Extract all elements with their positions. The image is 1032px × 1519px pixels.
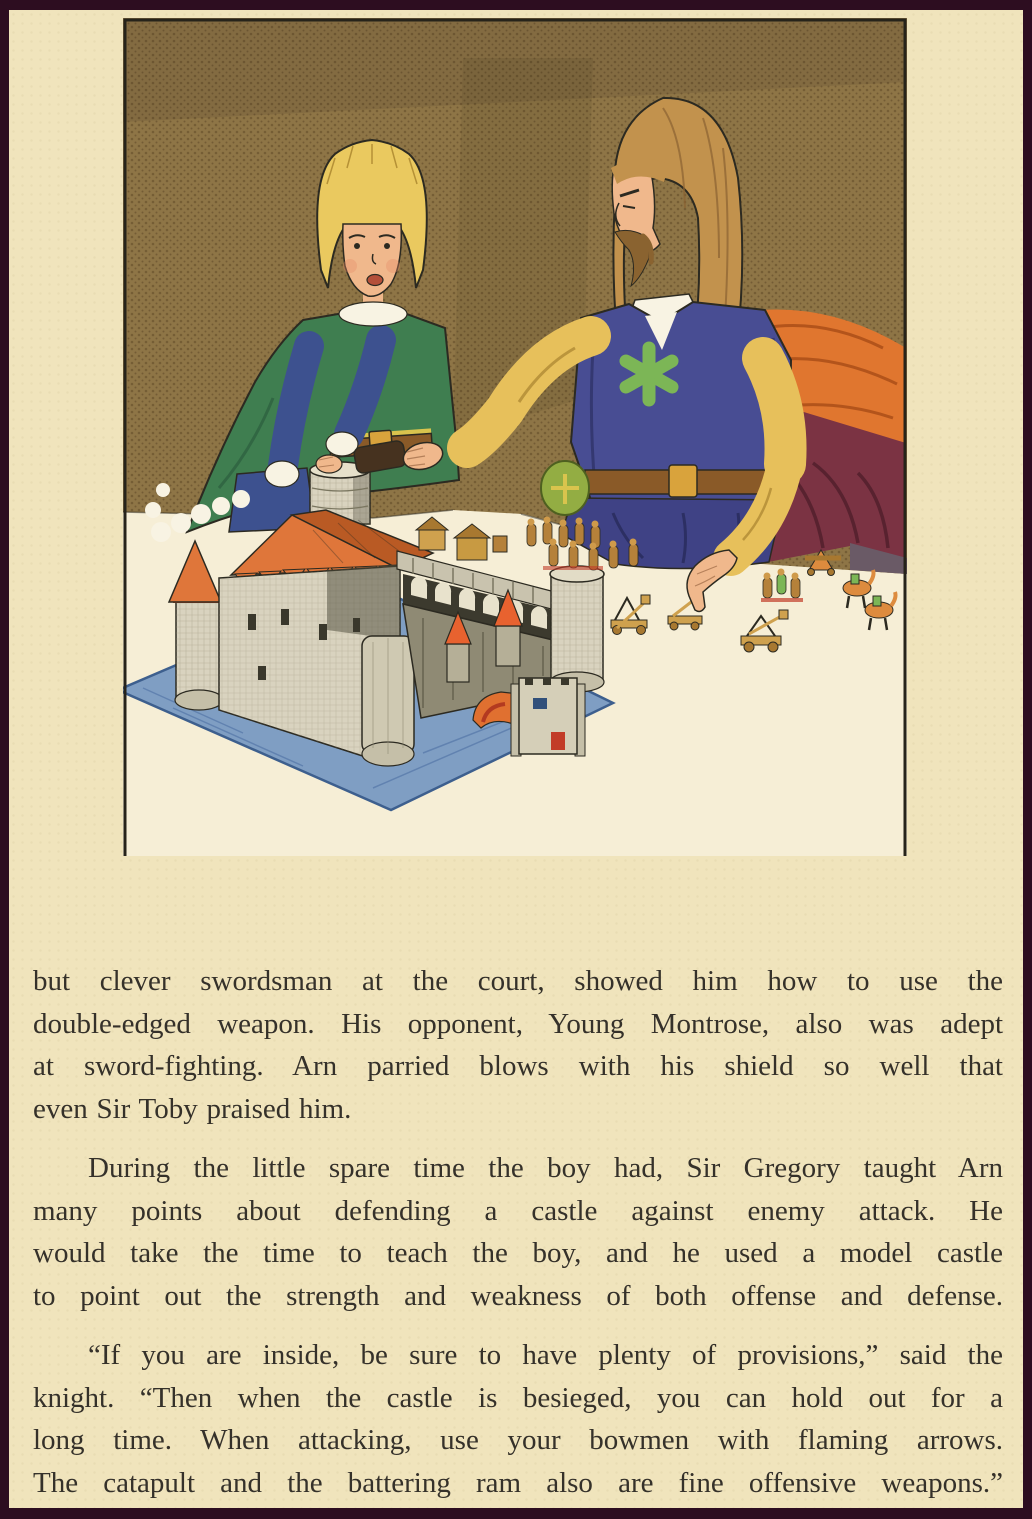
illustration-canvas [123,18,907,856]
boy-left-cuff [265,461,299,487]
boy-right-hand [316,455,342,473]
book-page [9,10,1023,1508]
story-illustration [123,18,907,856]
paragraph [33,1147,1003,1317]
story-text [33,960,1003,1504]
text-line: but clever swordsman at the court, showed him how to use the [33,965,1003,997]
paragraph [33,1334,1003,1504]
knight-pouch [541,461,589,515]
text-line: double-edged weapon. His opponent, Young Montrose, also was adept [33,1007,1003,1040]
text-line: would take the time to teach the boy, and he used a model castle [33,1237,1003,1269]
knight-buckle [669,465,697,497]
text-line: at sword-fighting. Arn parried blows with his shield so well that [33,1050,1003,1082]
boy-fur-collar [339,302,407,326]
text-line: “If you are inside, be sure to have plenty of provisions,” said the [88,1339,1003,1371]
text-line: During the little spare time the boy had, Sir Gregory taught Arn [88,1152,1003,1184]
text-line: to point out the strength and weakness of both offense and defense. [33,1279,1003,1312]
text-line: long time. When attacking, use your bowmen with flaming arrows. [33,1424,1003,1456]
castle-corner-tower [550,566,604,692]
text-line: many points about defending a castle against enemy attack. He [33,1194,1003,1227]
text-line: even Sir Toby praised him. [33,1092,352,1125]
paragraph [33,960,1003,1130]
text-line: The catapult and the battering ram also are fine offensive weapons.” [33,1466,1003,1499]
boy-right-cuff [326,432,358,456]
text-line: knight. “Then when the castle is besieged, you can hold out for a [33,1381,1003,1414]
